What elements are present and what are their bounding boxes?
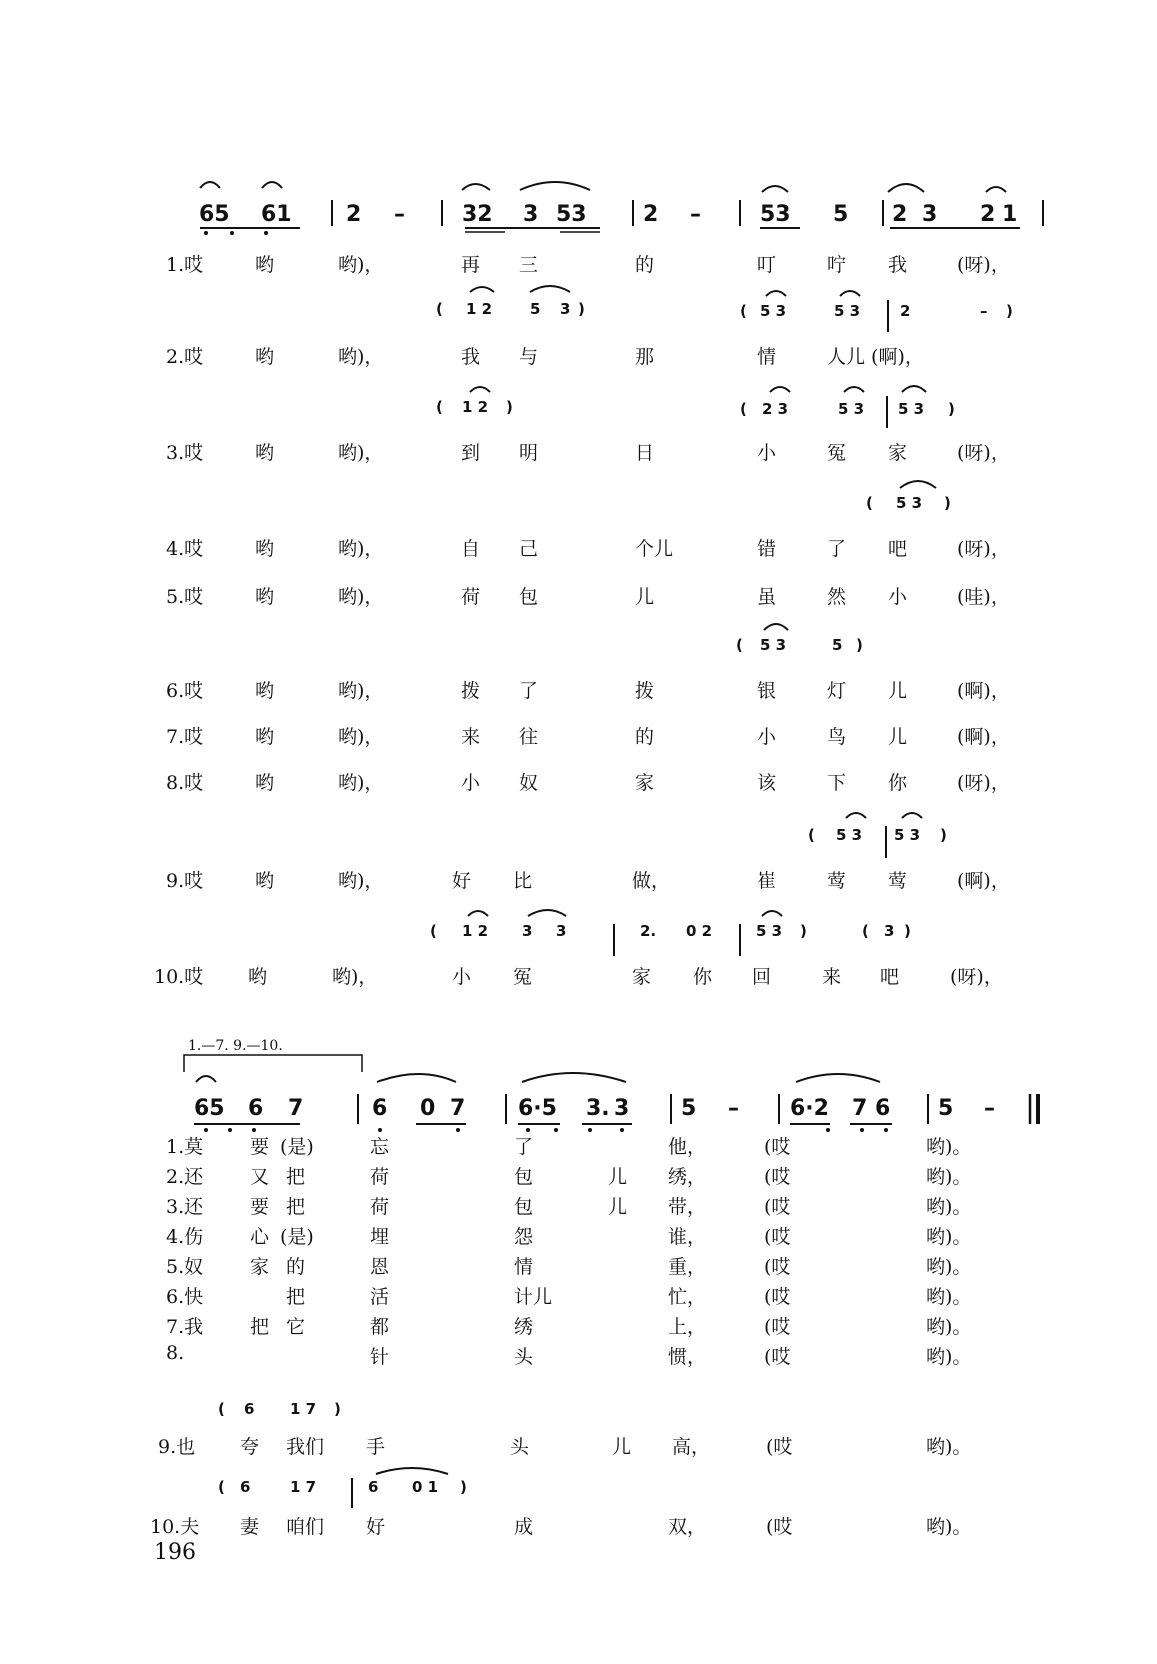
verse-label: 9.哎 [166,870,204,892]
lyric: (哎 [764,1136,791,1158]
lyric: 错 [757,538,777,560]
note: 7 [450,1096,466,1121]
lyric: 小 [461,772,481,794]
lyric: 比 [513,870,533,892]
lyric: 的 [635,254,655,276]
lyric: 情 [514,1256,534,1278]
lyric: 妻 [240,1516,260,1538]
lyric: 儿 [888,726,908,748]
lyric: 叮 [757,254,777,276]
lyric: 哟)。 [926,1346,972,1368]
lyric: (哎 [764,1346,791,1368]
lyric: 怨 [514,1226,534,1248]
note: 65 [199,202,230,227]
lyric: 儿 [608,1196,628,1218]
verse-label: 4.伤 [166,1226,204,1248]
lyric: 日 [635,442,655,464]
lyric: 头 [514,1346,534,1368]
lyric: 我 [888,254,908,276]
lyric: 好 [452,870,472,892]
lyric: 小 [888,586,908,608]
lyric: 咱们 [286,1516,325,1538]
verse-label: 5.哎 [166,586,204,608]
paren: ( [740,400,747,418]
note: 6·5 [518,1096,557,1121]
note: 1 2 [462,398,489,416]
verse-label: 3.哎 [166,442,204,464]
note: 5 3 [836,826,863,844]
note: 6 [368,1478,379,1496]
lyric: 那 [635,346,655,368]
note-dash: – [984,1096,995,1121]
note: 61 [261,202,292,227]
lyric: 哟)。 [926,1436,972,1458]
lyric: 荷 [461,586,481,608]
lyric: 埋 [370,1226,390,1248]
lyric: 要 [250,1136,270,1158]
lyric: 荷 [370,1196,390,1218]
lyric: (呀)， [957,254,1010,276]
lyric: 又 [250,1166,270,1188]
volta-label: 1.—7. 9.—10. [188,1038,283,1054]
note: 3. [586,1096,610,1121]
paren: ) [506,398,513,416]
verse-label: 1.莫 [166,1136,204,1158]
paren: ( [218,1478,225,1496]
note: 3 [560,300,571,318]
note-dash: – [690,202,701,227]
lyric: (哎 [764,1256,791,1278]
note: 0 2 [686,922,713,940]
verse-label: 5.奴 [166,1256,204,1278]
lyric: 绣， [668,1166,707,1188]
paren: ( [740,302,747,320]
lyric: 我们 [286,1436,325,1458]
lyric: 来 [461,726,481,748]
lyric: 哟)。 [926,1226,972,1248]
lyric: 要 [250,1196,270,1218]
lyric: 然 [827,586,847,608]
lyric: 双， [668,1516,707,1538]
lyric: 拨 [635,680,655,702]
paren: ( [736,636,743,654]
note: 1 2 [462,922,489,940]
verse-label: 10.哎 [154,966,204,988]
lyric: 咛 [827,254,847,276]
lyric: (是) [280,1136,314,1158]
lyric: 家 [635,772,655,794]
lyric: 回 [752,966,772,988]
lyric: (哎 [766,1436,793,1458]
lyric: 哟 [255,254,275,276]
note-dash: – [728,1096,739,1121]
paren: ) [944,494,951,512]
note: 6·2 [790,1096,829,1121]
note: 1 [1002,202,1018,227]
verse-label: 2.哎 [166,346,204,368]
lyric: 自 [461,538,481,560]
lyric: 冤 [827,442,847,464]
lyric: 忙， [668,1286,707,1308]
lyric: 拨 [461,680,481,702]
note: 53 [760,202,791,227]
paren: ) [856,636,863,654]
lyric: 儿 [608,1166,628,1188]
lyric: 儿 [635,586,655,608]
lyric: 活 [370,1286,390,1308]
lyric: 哟 [255,726,275,748]
lyric: 高， [672,1436,711,1458]
note: 65 [194,1096,225,1121]
lyric: 银 [757,680,777,702]
lyric: 包 [519,586,539,608]
note: 53 [556,202,587,227]
paren: ( [808,826,815,844]
lyric: 的 [635,726,655,748]
lyric: (啊)， [957,870,1010,892]
lyric: 莺 [827,870,847,892]
verse-label: 6.快 [166,1286,204,1308]
lyric: 荷 [370,1166,390,1188]
lyric: (呀)， [957,538,1010,560]
note: 5 [938,1096,954,1121]
lyric: 包 [514,1196,534,1218]
lyric: 恩 [370,1256,390,1278]
paren: ( [436,300,443,318]
lyric: (呀)， [957,772,1010,794]
lyric: 冤 [513,966,533,988]
verse-label: 6.哎 [166,680,204,702]
verse-label: 3.还 [166,1196,204,1218]
lyric: 心 [250,1226,270,1248]
lyric: 情 [757,346,777,368]
note: 5 [832,636,843,654]
paren: ( [218,1400,225,1418]
lyric: 好 [366,1516,386,1538]
lyric: 哟)， [338,538,384,560]
lyric: 哟 [255,346,275,368]
note: 1 2 [466,300,493,318]
lyric: 谁， [668,1226,707,1248]
lyric: 哟)， [338,726,384,748]
lyric: 来 [822,966,842,988]
paren: ( [862,922,869,940]
note: 3 [523,202,539,227]
note: 7 [288,1096,304,1121]
lyric: 你 [693,966,713,988]
lyric: 头 [510,1436,530,1458]
lyric: 家 [250,1256,270,1278]
lyric: 家 [888,442,908,464]
lyric: 哟 [255,442,275,464]
verse-label: 8.哎 [166,772,204,794]
lyric: 包 [514,1166,534,1188]
lyric: 哟)。 [926,1516,972,1538]
lyric: (哇)， [957,586,1010,608]
note: 3 [522,922,533,940]
lyric: 上， [668,1316,707,1338]
lyric: (啊)， [957,680,1010,702]
lyric: 把 [250,1316,270,1338]
note: 5 3 [898,400,925,418]
lyric: 哟)， [338,772,384,794]
lyric: 哟 [255,772,275,794]
lyric: 三 [519,254,539,276]
lyric: 下 [827,772,847,794]
lyric: (哎 [764,1286,791,1308]
paren: ) [460,1478,467,1496]
lyric: 奴 [519,772,539,794]
lyric: 虽 [757,586,777,608]
lyric: 哟)， [338,442,384,464]
lyric: 哟)， [338,870,384,892]
lyric: 哟)。 [926,1316,972,1338]
note: 32 [462,202,493,227]
lyric: 吧 [888,538,908,560]
paren: ( [436,398,443,416]
note: 2 [900,302,911,320]
lyric: 人儿 (啊)， [827,346,924,368]
lyric: 该 [757,772,777,794]
verse-label: 7.我 [166,1316,204,1338]
note: 7 6 [852,1096,891,1121]
page-number: 196 [154,1540,196,1565]
lyric: 绣 [514,1316,534,1338]
lyric: 鸟 [827,726,847,748]
paren: ) [800,922,807,940]
lyric: 哟)， [338,254,384,276]
verse-label: 8. [166,1342,185,1364]
note: 1 7 [290,1478,317,1496]
note: 5 [681,1096,697,1121]
lyric: 了 [514,1136,534,1158]
note: 5 3 [760,302,787,320]
lyric: 哟 [248,966,268,988]
verse-label: 4.哎 [166,538,204,560]
note: 0 [420,1096,436,1121]
lyric: 家 [632,966,652,988]
lyric: 明 [519,442,539,464]
note: 6 [372,1096,388,1121]
note: 1 7 [290,1400,317,1418]
lyric: 哟)。 [926,1136,972,1158]
lyric: (哎 [764,1226,791,1248]
lyric: 重， [668,1256,707,1278]
note: 5 3 [756,922,783,940]
paren: ) [940,826,947,844]
lyric: 哟)。 [926,1256,972,1278]
lyric: 哟)。 [926,1286,972,1308]
lyric: (啊)， [957,726,1010,748]
lyric: 针 [370,1346,390,1368]
note: 2 [346,202,362,227]
lyric: 儿 [888,680,908,702]
lyric: 小 [452,966,472,988]
lyric: (哎 [766,1516,793,1538]
lyric: 莺 [888,870,908,892]
lyric: 忘 [370,1136,390,1158]
lyric: (是) [280,1226,314,1248]
lyric: 往 [519,726,539,748]
note: 2 [980,202,996,227]
lyric: (哎 [764,1196,791,1218]
lyric: (呀)， [950,966,1003,988]
verse-label: 9.也 [158,1436,196,1458]
paren: ( [430,922,437,940]
note: 6 [244,1400,255,1418]
note: 5 3 [838,400,865,418]
lyric: 哟)， [338,346,384,368]
lyric: 哟)。 [926,1196,972,1218]
lyric: 成 [514,1516,534,1538]
note: 0 1 [412,1478,439,1496]
lyric: 都 [370,1316,390,1338]
verse-label: 1.哎 [166,254,204,276]
lyric: 哟)。 [926,1166,972,1188]
note: 3 [922,202,938,227]
lyric: 做， [632,870,671,892]
note: 2 [643,202,659,227]
lyric: 哟)， [338,680,384,702]
note: 5 [530,300,541,318]
lyric: 再 [461,254,481,276]
lyric: 哟 [255,680,275,702]
note: 2 3 [762,400,789,418]
lyric: 了 [827,538,847,560]
lyric: 哟)， [338,586,384,608]
lyric: 他， [668,1136,707,1158]
note: 2. [640,922,657,940]
note: 5 [833,202,849,227]
lyric: 它 [286,1316,306,1338]
lyric: 小 [757,726,777,748]
lyric: (呀)， [957,442,1010,464]
lyric: 夸 [240,1436,260,1458]
lyric: 吧 [880,966,900,988]
lyric: 哟 [255,870,275,892]
lyric: 把 [286,1166,306,1188]
paren: ) [578,300,585,318]
lyric: 把 [286,1196,306,1218]
verse-label: 10.夫 [150,1516,200,1538]
lyric: 儿 [612,1436,632,1458]
lyric: 到 [461,442,481,464]
lyric: 哟 [255,586,275,608]
note: 6 [240,1478,251,1496]
lyric: 手 [366,1436,386,1458]
lyric: 个儿 [635,538,674,560]
paren: ) [904,922,911,940]
lyric: 哟 [255,538,275,560]
lyric: 崔 [757,870,777,892]
note: 5 3 [896,494,923,512]
lyric: 我 [461,346,481,368]
lyric: 计儿 [514,1286,553,1308]
paren: ) [1006,302,1013,320]
note: 3 [556,922,567,940]
lyric: 灯 [827,680,847,702]
note: 3 [884,922,895,940]
lyric: 你 [888,772,908,794]
note: 5 3 [760,636,787,654]
lyric: (哎 [764,1166,791,1188]
lyric: 己 [519,538,539,560]
lyric: 把 [286,1286,306,1308]
paren: ) [334,1400,341,1418]
note: 5 3 [894,826,921,844]
verse-label: 2.还 [166,1166,204,1188]
lyric: 带， [668,1196,707,1218]
paren: ) [948,400,955,418]
note: 5 3 [834,302,861,320]
note: 3 [614,1096,630,1121]
lyric: 小 [757,442,777,464]
note-dash: – [980,302,988,320]
verse-label: 7.哎 [166,726,204,748]
note-dash: – [394,202,405,227]
lyric: 与 [519,346,539,368]
lyric: (哎 [764,1316,791,1338]
lyric: 了 [519,680,539,702]
lyric: 哟)， [332,966,378,988]
paren: ( [866,494,873,512]
note: 6 [248,1096,264,1121]
note: 2 [892,202,908,227]
lyric: 惯， [668,1346,707,1368]
lyric: 的 [286,1256,306,1278]
